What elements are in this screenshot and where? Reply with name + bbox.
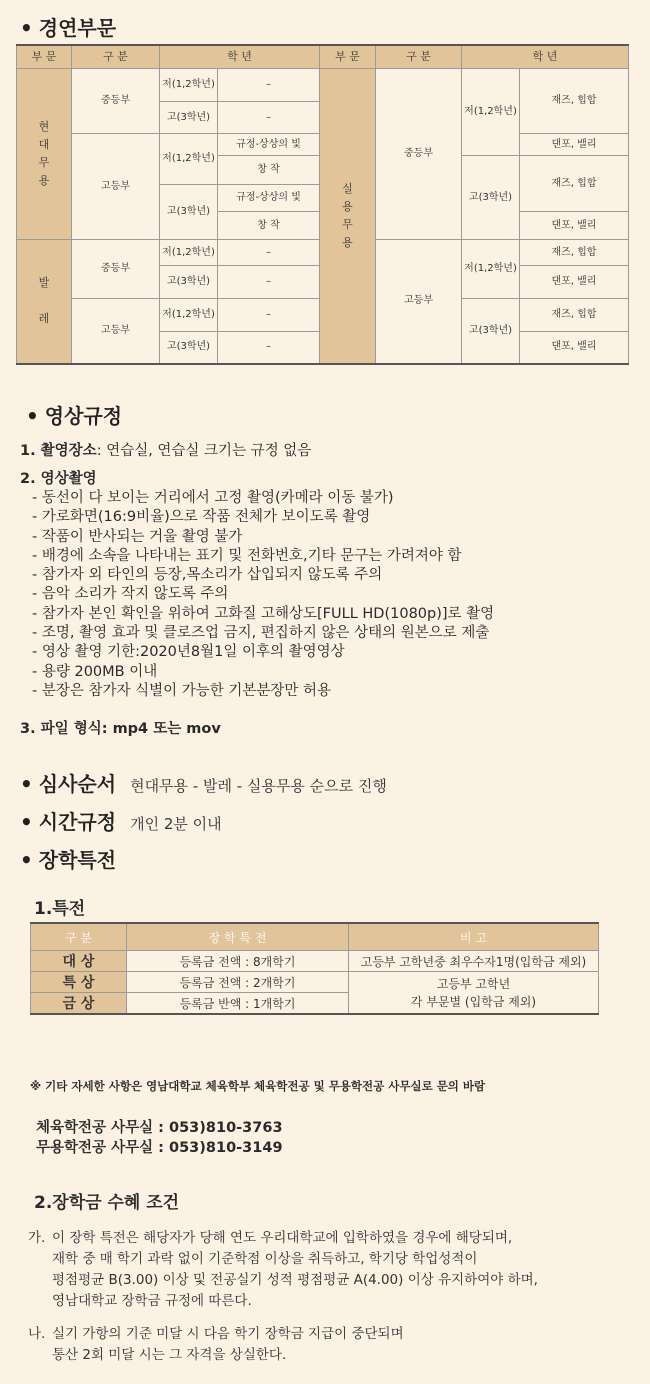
list-item: - 분장은 참가자 식별이 가능한 기본분장만 허용 [32, 682, 332, 699]
list-item: - 작품이 반사되는 거울 촬영 불가 [32, 528, 243, 545]
video-rules-title: • 영상규정 [26, 404, 123, 428]
header-cell: 부 문 [17, 45, 72, 69]
grade-cell: 고(3학년) [462, 156, 520, 240]
condition-line: 실기 가항의 기준 미달 시 다음 학기 장학금 지급이 중단되며 [52, 1326, 404, 1342]
grade-cell: 저(1,2학년) [462, 69, 520, 156]
note-cell: 고등부 고학년중 최우수자1명(입학금 제외) [349, 951, 599, 972]
grade-cell: 저(1,2학년) [462, 240, 520, 299]
dash-cell: – [218, 266, 320, 299]
division-cell: 고등부 [72, 134, 160, 240]
division-cell: 고등부 [376, 240, 462, 364]
bullet-icon: • [26, 404, 39, 428]
condition-line: 평점평균 B(3.00) 이상 및 전공실기 성적 평점평균 A(4.00) 이상 유지하여야 하며, [52, 1272, 538, 1288]
competition-title: • 경연부문 [20, 16, 117, 40]
header-cell: 구 분 [72, 45, 160, 69]
bullet-icon: • [20, 772, 33, 796]
genre-cell: 댄포, 밸리 [520, 134, 629, 156]
list-item: - 음악 소리가 작지 않도록 주의 [32, 586, 229, 603]
condition-a [52, 1228, 538, 1312]
genre-cell: 재즈, 힙합 [520, 156, 629, 212]
genre-cell: 댄포, 밸리 [520, 212, 629, 240]
header-cell: 부 문 [320, 45, 376, 69]
list-item: - 영상 촬영 기한:2020년8월1일 이후의 촬영영상 [32, 644, 345, 661]
time-rule: • 시간규정 개인 2분 이내 [20, 810, 222, 834]
category-modern-dance: 현 대 무 용 [17, 69, 72, 240]
office-phone-pe: 체육학전공 사무실 : 053)810-3763 [36, 1120, 283, 1136]
competition-table [16, 44, 629, 365]
row-label: 대 상 [31, 951, 127, 972]
scholarship-title: • 장학특전 [20, 848, 117, 872]
category-practical-dance: 실 용 무 용 [320, 69, 376, 364]
list-item: - 참가자 외 타인의 등장,목소리가 삽입되지 않도록 주의 [32, 567, 383, 584]
topic-cell: 창 작 [218, 212, 320, 240]
genre-cell: 재즈, 힙합 [520, 69, 629, 134]
header-cell: 학 년 [462, 45, 629, 69]
division-cell: 중등부 [72, 69, 160, 134]
condition-b-label: 나. [28, 1326, 46, 1342]
genre-cell: 재즈, 힙합 [520, 240, 629, 266]
row-label: 금 상 [31, 993, 127, 1015]
judging-order: • 심사순서 현대무용 - 발레 - 실용무용 순으로 진행 [20, 772, 387, 796]
condition-line: 재학 중 매 학기 과락 없이 기준학점 이상을 취득하고, 학기당 학업성적이 [52, 1251, 478, 1267]
genre-cell: 댄포, 밸리 [520, 332, 629, 364]
grade-cell: 저(1,2학년) [160, 69, 218, 102]
grade-cell: 저(1,2학년) [160, 134, 218, 185]
benefit-cell: 등록금 반액 : 1개학기 [127, 993, 349, 1015]
note-cell-merged: 고등부 고학년 각 부문별 (입학금 제외) [349, 972, 599, 1015]
condition-line: 영남대학교 장학금 규정에 따른다. [52, 1293, 252, 1309]
grade-cell: 고(3학년) [160, 185, 218, 240]
header-cell: 비 고 [349, 923, 599, 951]
division-cell: 중등부 [72, 240, 160, 299]
dash-cell: – [218, 299, 320, 332]
list-item: - 용량 200MB 이내 [32, 663, 158, 680]
list-item: - 가로화면(16:9비율)으로 작품 전체가 보이도록 촬영 [32, 509, 371, 526]
grade-cell: 고(3학년) [160, 332, 218, 364]
category-ballet: 발 레 [17, 240, 72, 364]
table-row [31, 972, 599, 993]
dash-cell: – [218, 332, 320, 364]
list-item: - 참가자 본인 확인을 위하여 고화질 고해상도[FULL HD(1080p)]로 촬영 [32, 605, 495, 622]
list-item: - 배경에 소속을 나타내는 표기 및 전화번호,기타 문구는 가려져야 함 [32, 547, 462, 564]
row-label: 특 상 [31, 972, 127, 993]
video-item-1: 1. 촬영장소: 연습실, 연습실 크기는 규정 없음 [20, 443, 312, 459]
grade-cell: 고(3학년) [160, 102, 218, 134]
scholarship-sub2: 2.장학금 수혜 조건 [34, 1193, 180, 1213]
grade-cell: 고(3학년) [462, 299, 520, 364]
office-phone-dance: 무용학전공 사무실 : 053)810-3149 [36, 1140, 283, 1156]
header-cell: 구 분 [31, 923, 127, 951]
video-item-2: 2. 영상촬영 [20, 471, 97, 487]
notice-text: ※ 기타 자세한 사항은 영남대학교 체육학부 체육학전공 및 무용학전공 사무실로 문의 바람 [30, 1079, 486, 1093]
header-cell: 구 분 [376, 45, 462, 69]
genre-cell: 재즈, 힙합 [520, 299, 629, 332]
condition-line: 이 장학 특전은 해당자가 당해 연도 우리대학교에 입학하였을 경우에 해당되며, [52, 1230, 513, 1246]
video-rules-list [32, 489, 494, 701]
topic-cell: 창 작 [218, 156, 320, 185]
grade-cell: 고(3학년) [160, 266, 218, 299]
benefit-cell: 등록금 전액 : 2개학기 [127, 972, 349, 993]
dash-cell: – [218, 240, 320, 266]
topic-cell: 규정-상상의 빛 [218, 134, 320, 156]
division-cell: 중등부 [376, 69, 462, 240]
video-item-3: 3. 파일 형식: mp4 또는 mov [20, 721, 221, 737]
division-cell: 고등부 [72, 299, 160, 364]
condition-b [52, 1324, 404, 1366]
topic-cell: 규정-상상의 빛 [218, 185, 320, 212]
dash-cell: – [218, 69, 320, 102]
genre-cell: 댄포, 밸리 [520, 266, 629, 299]
header-cell: 장 학 특 전 [127, 923, 349, 951]
table-row [31, 951, 599, 972]
list-item: - 동선이 다 보이는 거리에서 고정 촬영(카메라 이동 불가) [32, 490, 394, 506]
condition-a-label: 가. [28, 1230, 46, 1246]
scholarship-sub1: 1.특전 [34, 899, 86, 919]
grade-cell: 저(1,2학년) [160, 240, 218, 266]
header-cell: 학 년 [160, 45, 320, 69]
scholarship-table [30, 922, 599, 1015]
table-header-row [31, 923, 599, 951]
bullet-icon: • [20, 16, 33, 40]
condition-line: 통산 2회 미달 시는 그 자격을 상실한다. [52, 1347, 287, 1363]
table-header-row [17, 45, 629, 69]
benefit-cell: 등록금 전액 : 8개학기 [127, 951, 349, 972]
bullet-icon: • [20, 848, 33, 872]
grade-cell: 저(1,2학년) [160, 299, 218, 332]
dash-cell: – [218, 102, 320, 134]
list-item: - 조명, 촬영 효과 및 클로즈업 금지, 편집하지 않은 상태의 원본으로 제출 [32, 625, 490, 642]
bullet-icon: • [20, 810, 33, 834]
